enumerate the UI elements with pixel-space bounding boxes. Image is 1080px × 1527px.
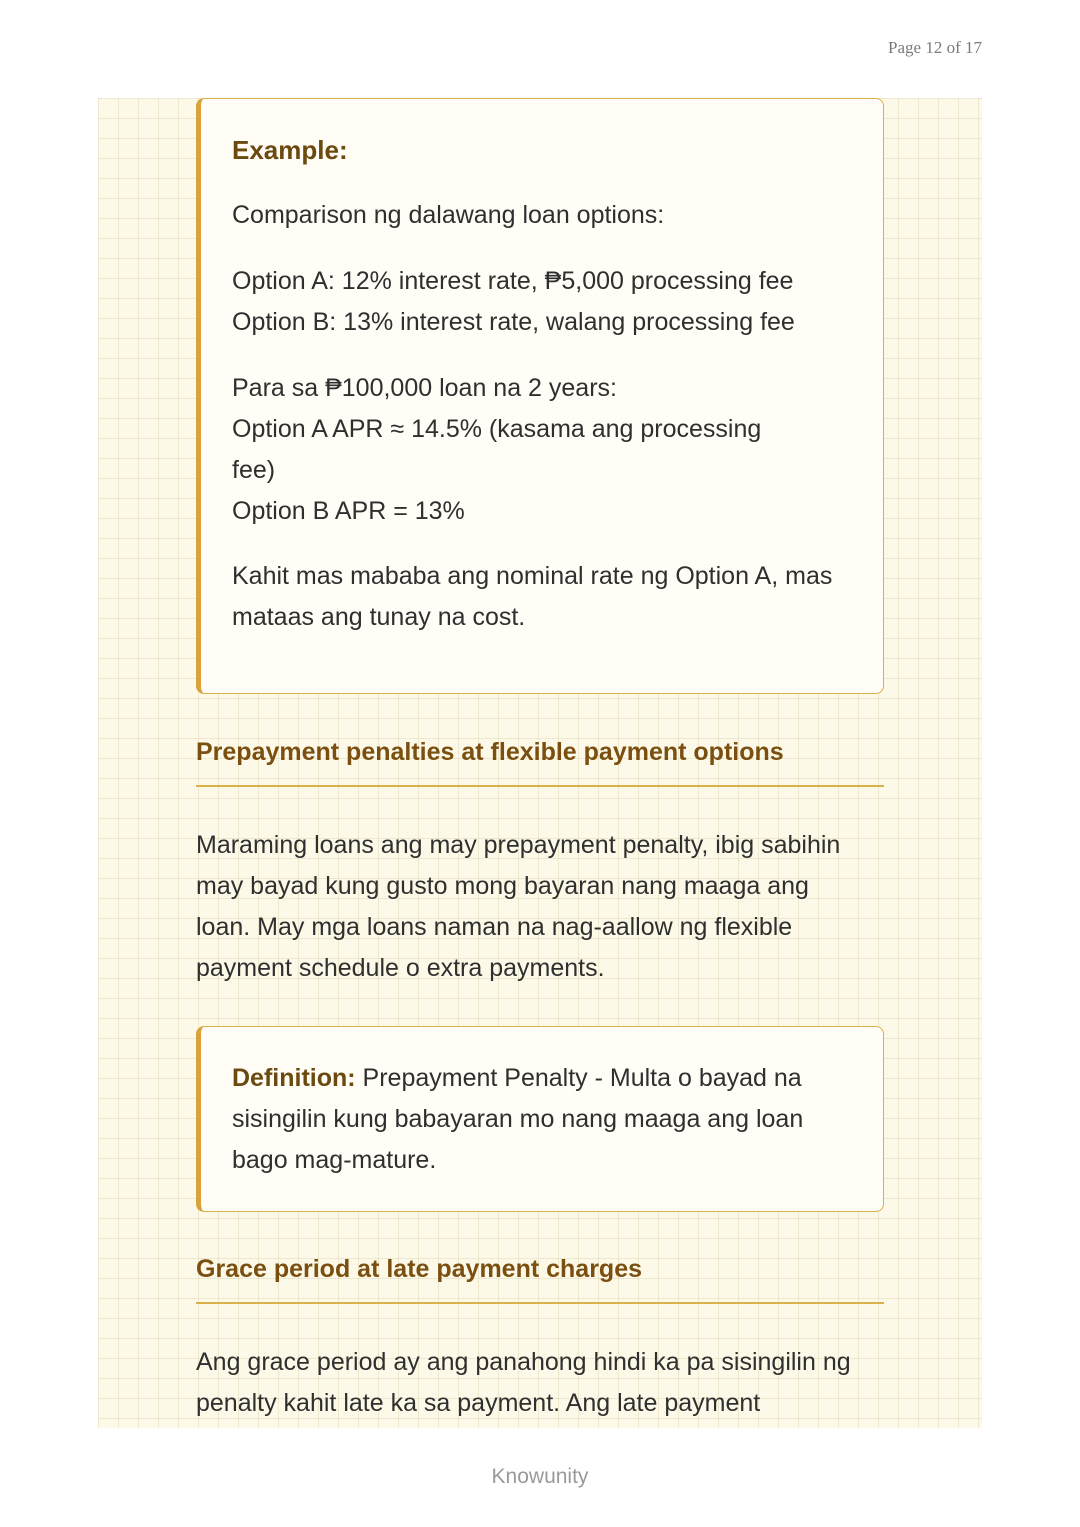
grid-paper-sheet [98,98,982,1428]
page-number: Page 12 of 17 [888,38,982,57]
calc-intro-text: Para sa ₱100,000 loan na 2 years: [232,374,617,402]
definition-text-block [232,1058,853,1181]
example-box [196,98,884,694]
prepayment-heading: Prepayment penalties at flexible payment options [196,738,784,766]
example-title: Example: [232,135,348,165]
option-a-text: Option A: 12% interest rate, ₱5,000 processing fee [232,267,794,295]
grace-period-divider [196,1302,884,1304]
definition-label: Definition: [232,1064,356,1092]
prepayment-paragraph: Maraming loans ang may prepayment penalty, ibig sabihin may bayad kung gusto mong bayaran nang maaga ang loan. May mga loans naman na nag-aallow ng flexible payment schedule o extra payments. [196,831,841,982]
grace-period-paragraph: Ang grace period ay ang panahong hindi ka pa sisingilin ng penalty kahit late ka sa payment. Ang late payment [196,1348,851,1417]
apr-a-text: Option A APR ≈ 14.5% (kasama ang processing fee) [232,415,762,484]
option-b-text: Option B: 13% interest rate, walang processing fee [232,308,795,336]
footer-brand: Knowunity [491,1465,589,1488]
apr-b-text: Option B APR = 13% [232,497,465,525]
grace-period-heading: Grace period at late payment charges [196,1255,643,1283]
definition-box [196,1026,884,1212]
example-intro: Comparison ng dalawang loan options: [232,201,665,229]
definition-text: Prepayment Penalty - Multa o bayad na sisingilin kung babayaran mo nang maaga ang loan bago mag-mature. [232,1064,804,1174]
example-calculation [232,368,803,532]
prepayment-divider [196,785,884,787]
example-conclusion: Kahit mas mababa ang nominal rate ng Option A, mas mataas ang tunay na cost. [232,562,833,631]
example-options [232,261,859,343]
